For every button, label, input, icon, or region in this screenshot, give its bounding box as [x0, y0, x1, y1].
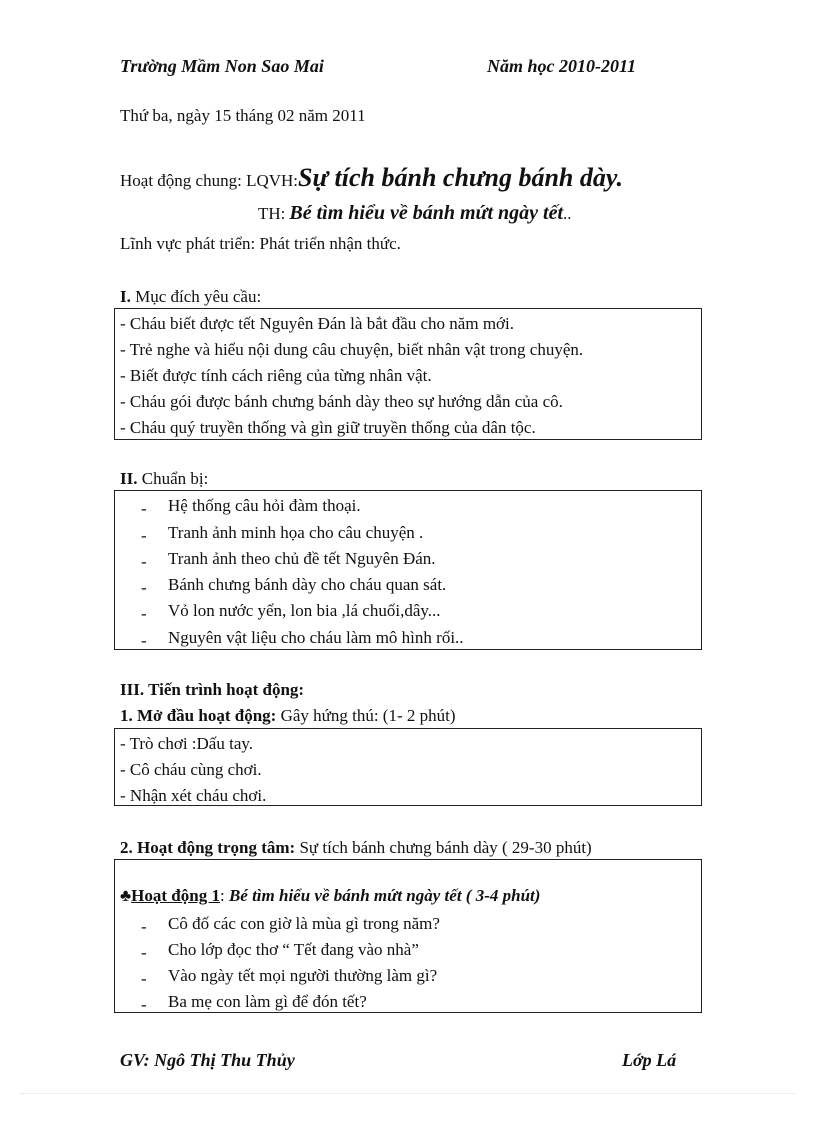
- theme-suffix: ..: [563, 204, 572, 223]
- dash-bullet: -: [141, 969, 147, 988]
- class-name: Lớp Lá: [622, 1050, 677, 1070]
- section-1-box: [114, 308, 702, 440]
- list-item: Nguyên vật liệu cho cháu làm mô hình rối..: [168, 628, 464, 647]
- sub-activity-title: Bé tìm hiểu về bánh mứt ngày tết ( 3-4 phút): [228, 886, 541, 905]
- section-2-box: [114, 490, 702, 650]
- teacher-name: GV: Ngô Thị Thu Thủy: [120, 1050, 295, 1070]
- list-item: - Cháu biết được tết Nguyên Đán là bắt đầu cho năm mới.: [120, 314, 515, 333]
- section-2-title: Chuẩn bị:: [141, 469, 209, 488]
- list-item: - Cháu quý truyền thống và gìn giữ truyền thống của dân tộc.: [120, 418, 536, 437]
- list-item: Vỏ lon nước yến, lon bia ,lá chuối,dây...: [168, 601, 441, 620]
- list-item: - Trò chơi :Dấu tay.: [120, 734, 254, 753]
- section-2-heading: [120, 469, 208, 489]
- list-item: - Cháu gói được bánh chưng bánh dày theo sự hướng dẫn của cô.: [120, 392, 563, 411]
- section-3-title: Tiến trình hoạt động:: [148, 680, 305, 699]
- step-2-heading: [120, 838, 592, 858]
- school-name: Trường Mầm Non Sao Mai: [120, 56, 324, 76]
- theme-title: Bé tìm hiểu về bánh mứt ngày tết: [289, 202, 564, 224]
- list-item: Cho lớp đọc thơ “ Tết đang vào nhà”: [168, 940, 419, 959]
- sub-activity-label: Hoạt động 1: [131, 886, 220, 905]
- list-item: - Trẻ nghe và hiểu nội dung câu chuyện, biết nhân vật trong chuyện.: [120, 340, 584, 359]
- dash-bullet: -: [141, 578, 147, 597]
- activity-theme: [258, 202, 572, 225]
- step-1-rest: Gây hứng thú: (1- 2 phút): [280, 706, 456, 725]
- section-1-number: I.: [120, 287, 131, 306]
- section-2-number: II.: [120, 469, 138, 488]
- section-1-heading: [120, 287, 261, 307]
- list-item: Cô đố các con giờ là mùa gì trong năm?: [168, 914, 440, 933]
- list-item: - Biết được tính cách riêng của từng nhân vật.: [120, 366, 432, 385]
- section-1-title: Mục đích yêu cầu:: [135, 287, 262, 306]
- step-2-rest: Sự tích bánh chưng bánh dày ( 29-30 phút): [299, 838, 592, 857]
- dash-bullet: -: [141, 499, 147, 518]
- sub-activity-colon: :: [219, 886, 225, 905]
- step-1-heading: [120, 706, 456, 726]
- list-item: - Nhận xét cháu chơi.: [120, 786, 267, 805]
- dash-bullet: -: [141, 604, 147, 623]
- list-item: Bánh chưng bánh dày cho cháu quan sát.: [168, 575, 447, 594]
- list-item: Tranh ảnh theo chủ đề tết Nguyên Đán.: [168, 549, 436, 568]
- list-item: - Cô cháu cùng chơi.: [120, 760, 262, 779]
- section-3-heading: [120, 680, 304, 700]
- step-1-label: 1. Mở đầu hoạt động:: [120, 706, 277, 725]
- section-3-number: III.: [120, 680, 145, 699]
- dash-bullet: -: [141, 943, 147, 962]
- lesson-date: Thứ ba, ngày 15 tháng 02 năm 2011: [120, 106, 366, 125]
- activity-title: Sự tích bánh chưng bánh dày.: [298, 163, 623, 192]
- school-year: Năm học 2010-2011: [487, 56, 637, 76]
- page-divider: [20, 1093, 796, 1094]
- theme-label: TH:: [258, 204, 286, 223]
- dash-bullet: -: [141, 917, 147, 936]
- list-item: Ba mẹ con làm gì để đón tết?: [168, 992, 367, 1011]
- step-2-box: [114, 859, 702, 1013]
- dash-bullet: -: [141, 526, 147, 545]
- list-item: Tranh ảnh minh họa cho câu chuyện .: [168, 523, 424, 542]
- step-2-label: 2. Hoạt động trọng tâm:: [120, 838, 296, 857]
- dash-bullet: -: [141, 552, 147, 571]
- dash-bullet: -: [141, 631, 147, 650]
- activity-heading: [120, 163, 623, 193]
- list-item: Hệ thống câu hỏi đàm thoại.: [168, 496, 361, 515]
- dash-bullet: -: [141, 995, 147, 1014]
- step-1-box: [114, 728, 702, 806]
- club-icon: ♣: [120, 886, 132, 905]
- activity-label: Hoạt động chung: LQVH:: [120, 171, 299, 190]
- development-field: Lĩnh vực phát triển: Phát triển nhận thức.: [120, 234, 401, 253]
- list-item: Vào ngày tết mọi người thường làm gì?: [168, 966, 438, 985]
- sub-activity-heading: [120, 886, 540, 906]
